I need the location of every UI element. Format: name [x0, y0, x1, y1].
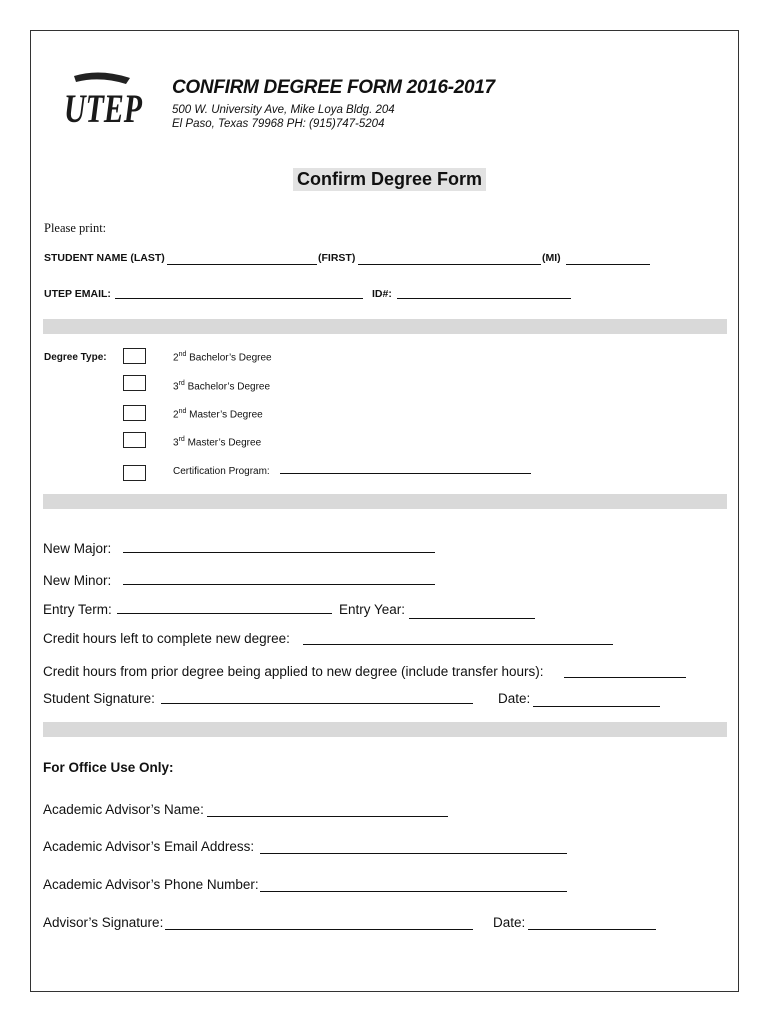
advisor-email-field[interactable]	[260, 853, 567, 854]
new-minor-field[interactable]	[123, 584, 435, 585]
student-last-name-field[interactable]	[167, 264, 317, 265]
student-first-name-label: (FIRST)	[318, 252, 356, 264]
advisor-name-label: Academic Advisor’s Name:	[43, 802, 204, 817]
form-title: CONFIRM DEGREE FORM 2016-2017	[172, 77, 495, 98]
please-print-note: Please print:	[44, 221, 107, 235]
certification-program-field[interactable]	[280, 473, 531, 474]
advisor-phone-label: Academic Advisor’s Phone Number:	[43, 877, 259, 892]
student-mi-field[interactable]	[566, 264, 650, 265]
entry-term-label: Entry Term:	[43, 602, 112, 617]
checkbox-3rd-bachelors[interactable]	[123, 375, 146, 391]
svg-text:UTEP: UTEP	[64, 86, 143, 131]
student-date-field[interactable]	[533, 706, 660, 707]
checkbox-2nd-bachelors[interactable]	[123, 348, 146, 364]
credit-hours-left-label: Credit hours left to complete new degree:	[43, 631, 290, 646]
advisor-email-label: Academic Advisor’s Email Address:	[43, 839, 255, 854]
utep-logo	[60, 70, 144, 130]
certification-program-label: Certification Program:	[173, 466, 270, 477]
option-2nd-bachelors: 2nd Bachelor’s Degree	[173, 351, 272, 364]
address-line-1: 500 W. University Ave, Mike Loya Bldg. 204	[172, 104, 395, 116]
entry-year-field[interactable]	[409, 618, 535, 619]
student-mi-label: (MI)	[542, 252, 561, 264]
checkbox-2nd-masters[interactable]	[123, 405, 146, 421]
new-major-label: New Major:	[43, 541, 112, 556]
student-id-label: ID#:	[372, 288, 392, 300]
option-3rd-bachelors: 3rd Bachelor’s Degree	[173, 380, 271, 393]
utep-email-label: UTEP EMAIL:	[44, 288, 111, 300]
credit-hours-left-field[interactable]	[303, 644, 613, 645]
advisor-date-field[interactable]	[528, 929, 656, 930]
utep-email-field[interactable]	[115, 298, 363, 299]
section-divider-1	[43, 319, 727, 334]
option-3rd-masters: 3rd Master’s Degree	[173, 436, 262, 449]
section-divider-2	[43, 494, 727, 509]
student-first-name-field[interactable]	[358, 264, 541, 265]
advisor-signature-label: Advisor’s Signature:	[43, 915, 164, 930]
new-minor-label: New Minor:	[43, 573, 112, 588]
section-divider-3	[43, 722, 727, 737]
student-date-label: Date:	[498, 691, 531, 706]
option-2nd-masters: 2nd Master’s Degree	[173, 408, 263, 421]
student-signature-field[interactable]	[161, 703, 473, 704]
office-use-heading: For Office Use Only:	[43, 760, 174, 775]
checkbox-3rd-masters[interactable]	[123, 432, 146, 448]
checkbox-certification[interactable]	[123, 465, 146, 481]
entry-term-field[interactable]	[117, 613, 332, 614]
credit-hours-prior-label: Credit hours from prior degree being applied to new degree (include transfer hours):	[43, 664, 544, 679]
advisor-date-label: Date:	[493, 915, 526, 930]
credit-hours-prior-field[interactable]	[564, 677, 686, 678]
address-line-2: El Paso, Texas 79968 PH: (915)747-5204	[172, 118, 385, 130]
new-major-field[interactable]	[123, 552, 435, 553]
degree-type-label: Degree Type:	[44, 352, 107, 363]
form-heading: Confirm Degree Form	[293, 168, 486, 191]
student-id-field[interactable]	[397, 298, 571, 299]
student-last-name-label: STUDENT NAME (LAST)	[44, 252, 165, 264]
advisor-signature-field[interactable]	[165, 929, 473, 930]
student-signature-label: Student Signature:	[43, 691, 155, 706]
advisor-phone-field[interactable]	[260, 891, 567, 892]
advisor-name-field[interactable]	[207, 816, 448, 817]
entry-year-label: Entry Year:	[339, 602, 406, 617]
